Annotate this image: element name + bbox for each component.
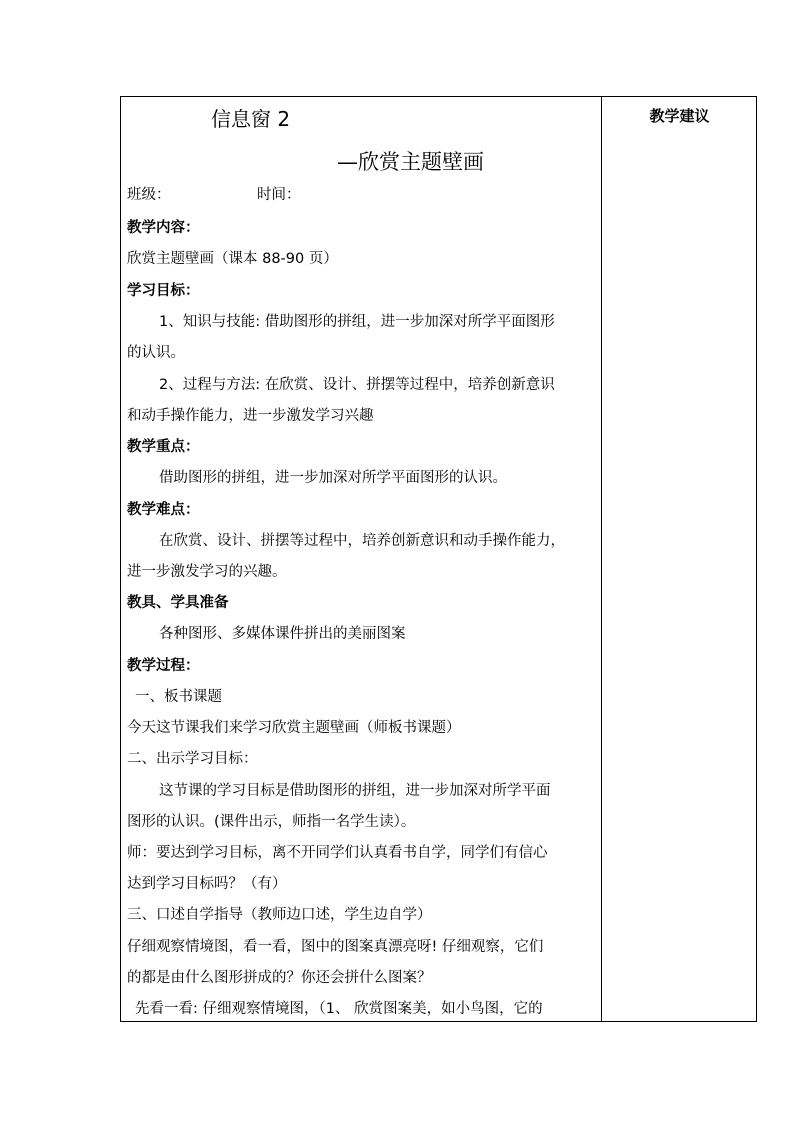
- key-heading: 教学重点：: [127, 439, 200, 455]
- step2-line1: 这节课的学习目标是借助图形的拼组，进一步加深对所学平面: [159, 783, 551, 799]
- teacher-line1: 师：要达到学习目标，离不开同学们认真看书自学，同学们有信心: [127, 845, 548, 861]
- time-label: 时间：: [257, 187, 301, 203]
- step3-line3: 先看一看: 仔细观察情境图，（1、 欣赏图案美，如小鸟图，它的: [135, 1001, 543, 1017]
- step2-line2: 图形的认识。(课件出示，师指一名学生读）。: [127, 814, 416, 830]
- goal1-line2: 的认识。: [127, 345, 185, 361]
- goals-heading: 学习目标：: [127, 283, 200, 299]
- step1-text: 今天这节课我们来学习欣赏主题壁画（师板书课题）: [127, 720, 461, 736]
- lesson-title: 信息窗 2: [211, 107, 291, 131]
- main-column: [121, 97, 601, 1021]
- teaching-suggestion-heading: 教学建议: [649, 107, 710, 125]
- process-heading: 教学过程：: [127, 658, 200, 674]
- tools-heading: 教具、学具准备: [127, 595, 229, 611]
- goal2-line1: 2、过程与方法: 在欣赏、设计、拼摆等过程中，培养创新意识: [159, 377, 555, 393]
- teacher-line2: 达到学习目标吗？（有）: [127, 876, 287, 892]
- teach-content-heading: 教学内容：: [127, 220, 200, 236]
- difficulty-line1: 在欣赏、设计、拼摆等过程中，培养创新意识和动手操作能力，: [159, 533, 565, 549]
- class-label: 班级：: [127, 187, 171, 203]
- difficulty-line2: 进一步激发学习的兴趣。: [127, 564, 287, 580]
- step1-heading: 一、板书课题: [135, 689, 222, 705]
- teach-content-text: 欣赏主题壁画（课本 88-90 页）: [127, 251, 338, 267]
- step2-heading: 二、出示学习目标：: [127, 751, 258, 767]
- tools-text: 各种图形、多媒体课件拼出的美丽图案: [159, 626, 406, 642]
- step3-line1: 仔细观察情境图，看一看，图中的图案真漂亮呀! 仔细观察，它们: [127, 939, 544, 955]
- step3-heading: 三、口述自学指导（教师边口述，学生边自学）: [127, 907, 432, 923]
- difficulty-heading: 教学难点：: [127, 502, 200, 518]
- goal1-line1: 1、知识与技能: 借助图形的拼组，进一步加深对所学平面图形: [159, 314, 555, 330]
- step3-line2: 的都是由什么图形拼成的？你还会拼什么图案？: [127, 970, 432, 986]
- key-text: 借助图形的拼组，进一步加深对所学平面图形的认识。: [159, 470, 507, 486]
- lesson-plan-table: [120, 96, 757, 1022]
- lesson-subtitle: —欣赏主题壁画: [337, 150, 484, 174]
- side-column: [602, 97, 757, 1021]
- goal2-line2: 和动手操作能力，进一步激发学习兴趣: [127, 408, 374, 424]
